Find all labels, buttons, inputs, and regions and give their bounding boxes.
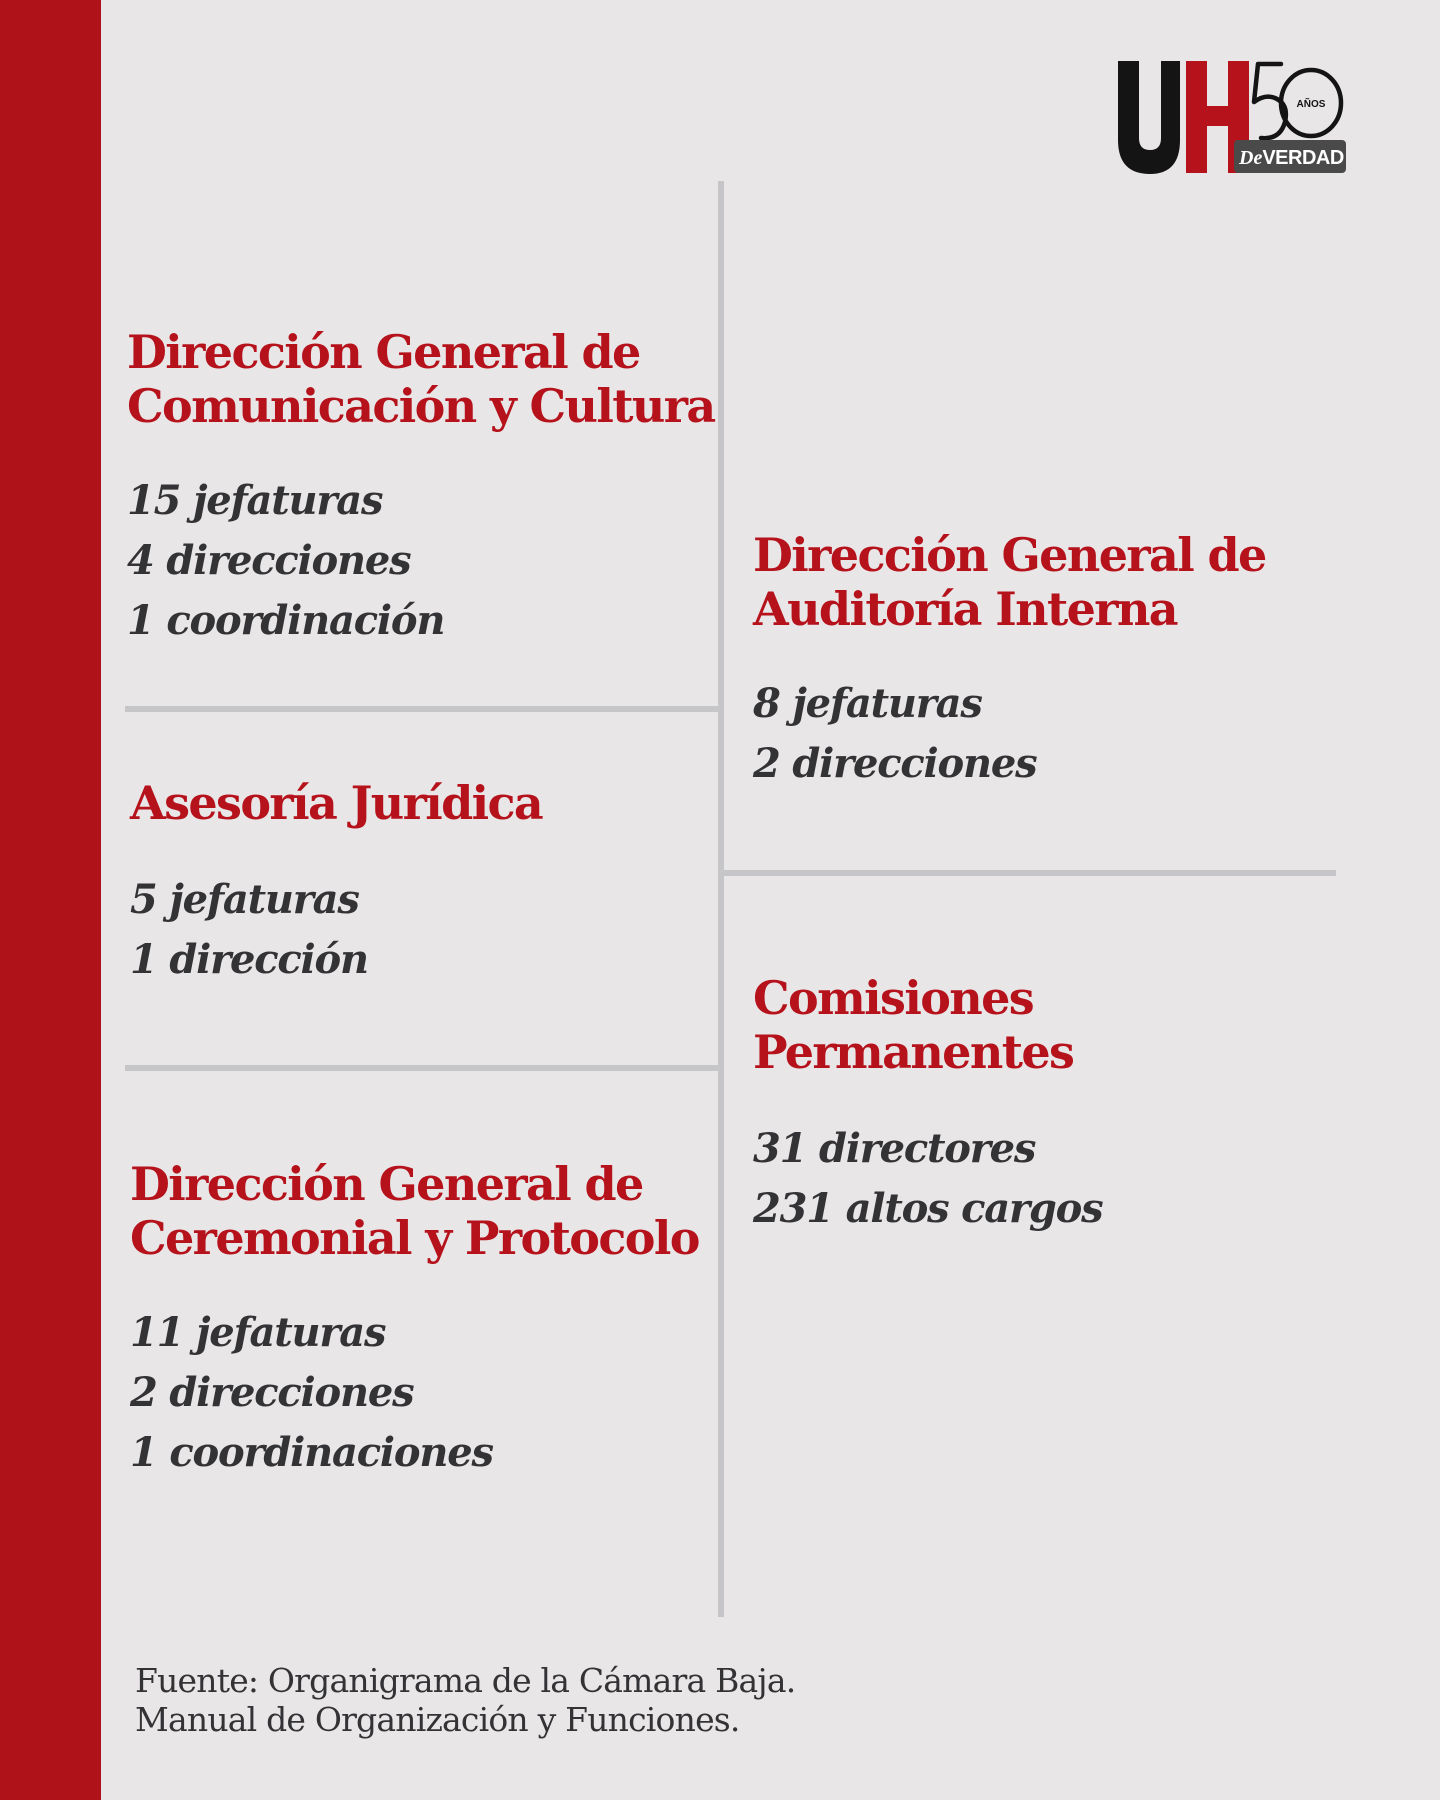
section-title-line: Permanentes: [753, 1025, 1074, 1079]
divider-line: [125, 1065, 718, 1071]
section-auditoria-interna: [753, 528, 1266, 794]
logo-tagline: VERDAD: [1262, 147, 1344, 169]
stat-item: 11 jefaturas: [130, 1309, 386, 1356]
section-comunicacion-cultura: [127, 325, 715, 651]
vertical-divider: [718, 181, 724, 1617]
divider-line: [724, 870, 1336, 876]
divider-line: [125, 706, 718, 712]
stat-item: 1 coordinación: [127, 597, 445, 644]
stats-list: [130, 1303, 699, 1483]
source-note: [135, 1661, 795, 1739]
stat-item: 8 jefaturas: [753, 680, 982, 727]
logo-tagline-prefix: De: [1239, 147, 1263, 169]
section-asesoria-juridica: [130, 776, 542, 990]
stat-item: 31 directores: [753, 1125, 1036, 1172]
source-line: Fuente: Organigrama de la Cámara Baja.: [135, 1661, 796, 1700]
uh-50-anos-logo: [1115, 58, 1347, 178]
stat-item: 2 direcciones: [753, 740, 1037, 787]
section-title-line: Auditoría Interna: [753, 582, 1177, 636]
stat-item: 5 jefaturas: [130, 876, 359, 923]
stats-list: [753, 674, 1266, 794]
section-title-line: Dirección General de: [127, 325, 640, 379]
logo-years-label: AÑOS: [1296, 99, 1326, 110]
section-title-line: Comunicación y Cultura: [127, 379, 715, 433]
section-title: [127, 325, 715, 433]
stat-item: 4 direcciones: [127, 537, 411, 584]
stats-list: [753, 1119, 1102, 1239]
section-title-line: Dirección General de: [130, 1157, 643, 1211]
section-title: [753, 971, 1102, 1079]
svg-text:DeVERDAD: [1238, 147, 1344, 169]
section-title: [753, 528, 1266, 636]
stat-item: 1 dirección: [130, 936, 368, 983]
stat-item: 2 direcciones: [130, 1369, 414, 1416]
left-accent-band: [0, 0, 101, 1800]
source-line: Manual de Organización y Funciones.: [135, 1700, 740, 1739]
section-title: [130, 1157, 699, 1265]
section-title-line: Dirección General de: [753, 528, 1266, 582]
section-title-line: Comisiones: [753, 971, 1034, 1025]
stats-list: [127, 471, 715, 651]
section-title: [130, 776, 542, 830]
section-ceremonial-protocolo: [130, 1157, 699, 1483]
stat-item: 231 altos cargos: [753, 1185, 1103, 1232]
stat-item: 15 jefaturas: [127, 477, 383, 524]
section-title-line: Asesoría Jurídica: [130, 776, 543, 830]
section-title-line: Ceremonial y Protocolo: [130, 1211, 699, 1265]
stats-list: [130, 870, 542, 990]
stat-item: 1 coordinaciones: [130, 1429, 493, 1476]
section-comisiones-permanentes: [753, 971, 1102, 1239]
